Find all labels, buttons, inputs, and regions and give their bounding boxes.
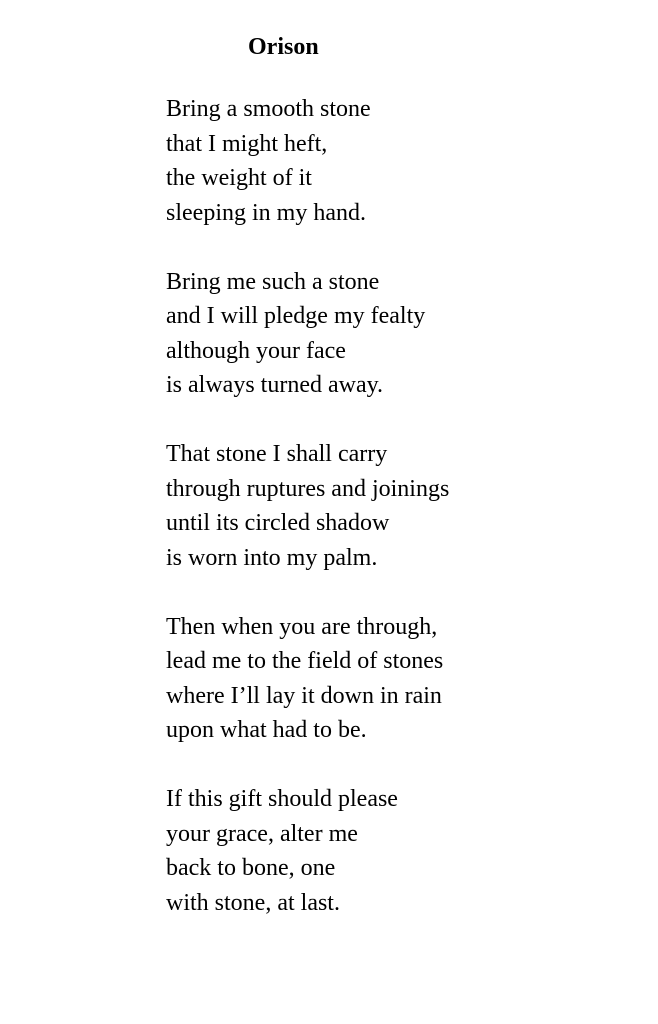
poem-line: your grace, alter me xyxy=(166,820,358,847)
stanza-2 xyxy=(166,265,626,403)
stanza-1 xyxy=(166,92,626,230)
stanza-4 xyxy=(166,610,626,748)
poem-line: is worn into my palm. xyxy=(166,544,378,571)
stanza-5 xyxy=(166,782,626,920)
stanza-3 xyxy=(166,437,626,575)
poem-line: back to bone, one xyxy=(166,855,336,881)
poem-line: is always turned away. xyxy=(166,372,384,398)
poem-line: Then when you are through, xyxy=(166,613,438,640)
poem-line: with stone, at last. xyxy=(166,889,340,916)
poem-line: and I will pledge my fealty xyxy=(166,303,426,329)
poem-line: sleeping in my hand. xyxy=(166,199,366,226)
poem-line: lead me to the field of stones xyxy=(166,648,444,674)
poem-line: Bring a smooth stone xyxy=(166,96,371,122)
poem-line: until its circled shadow xyxy=(166,510,390,536)
poem-line: That stone I shall carry xyxy=(166,441,388,467)
poem-body xyxy=(166,92,626,955)
poem-line: through ruptures and joinings xyxy=(166,475,450,502)
poem-line: where I’ll lay it down in rain xyxy=(166,682,442,709)
poem-line: If this gift should please xyxy=(166,786,398,812)
poem-line: although your face xyxy=(166,337,346,364)
poem-line: Bring me such a stone xyxy=(166,268,380,295)
poem-title: Orison xyxy=(248,34,319,60)
poem-line: upon what had to be. xyxy=(166,717,367,743)
poem-line: that I might heft, xyxy=(166,130,328,157)
poem-line: the weight of it xyxy=(166,165,312,191)
